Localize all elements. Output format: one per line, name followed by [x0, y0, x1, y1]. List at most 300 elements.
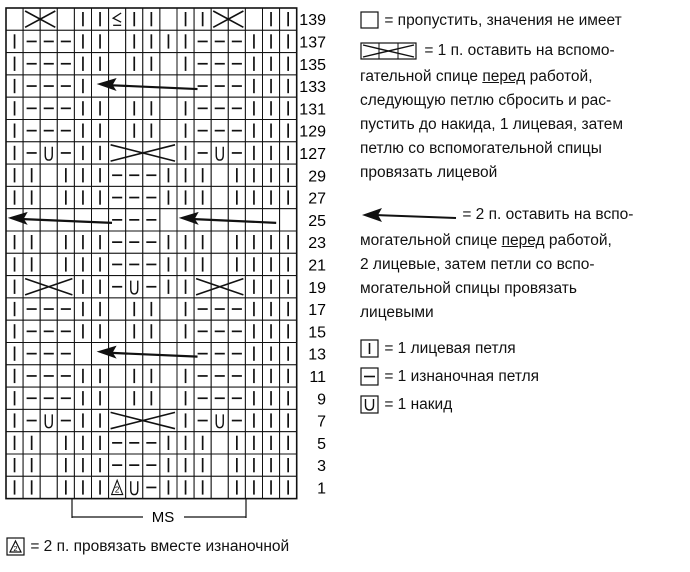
- chart-cell: [6, 298, 23, 320]
- chart-cell: [109, 432, 126, 454]
- row-number: 133: [299, 79, 326, 97]
- chart-cell: [228, 53, 245, 75]
- chart-cell: [92, 142, 109, 164]
- chart-cell: [74, 142, 91, 164]
- chart-cell: [92, 209, 109, 231]
- legend-knit-text: = 1 лицевая петля: [384, 340, 516, 357]
- chart-cell: [194, 164, 211, 186]
- chart-cell: [160, 120, 177, 142]
- chart-cell: [57, 476, 74, 498]
- chart-cell: [40, 186, 57, 208]
- chart-cell: [280, 454, 297, 476]
- row-number: 139: [299, 12, 326, 30]
- chart-cell: [160, 320, 177, 342]
- chart-cell: [109, 231, 126, 253]
- chart-cell: [92, 186, 109, 208]
- chart-cell: [74, 30, 91, 52]
- chart-cell: [40, 298, 57, 320]
- chart-cell: [194, 343, 211, 365]
- chart-cell: [160, 186, 177, 208]
- chart-cell: [280, 53, 297, 75]
- chart-cell: [143, 231, 160, 253]
- chart-cell: [177, 142, 194, 164]
- chart-cell: [211, 409, 228, 431]
- chart-cell: [92, 53, 109, 75]
- chart-cell: [23, 409, 40, 431]
- chart-cell: [263, 30, 280, 52]
- chart-cell: [6, 276, 23, 298]
- chart-cell: [263, 209, 280, 231]
- chart-cell: [228, 298, 245, 320]
- chart-cell: [177, 186, 194, 208]
- chart-cell: [245, 409, 262, 431]
- repeat-bracket: [72, 498, 246, 526]
- chart-cell: [245, 53, 262, 75]
- row-number: 21: [308, 257, 326, 275]
- chart-cell: [245, 298, 262, 320]
- chart-cell: [23, 75, 40, 97]
- chart-cell: [228, 231, 245, 253]
- chart-cell: [92, 409, 109, 431]
- chart-cell: [74, 186, 91, 208]
- chart-cell: [194, 53, 211, 75]
- chart-cell: [194, 320, 211, 342]
- chart-cell: [177, 454, 194, 476]
- chart-cell: [57, 298, 74, 320]
- chart-cell: [177, 164, 194, 186]
- chart-cell: [280, 320, 297, 342]
- chart-cell: [263, 97, 280, 119]
- chart-cell: [74, 365, 91, 387]
- chart-cell: [143, 186, 160, 208]
- legend-cross: [360, 40, 615, 62]
- legend-arrow-underlined: перед: [501, 232, 545, 249]
- chart-cell: [57, 409, 74, 431]
- chart-cell: [211, 120, 228, 142]
- chart-cell: [143, 476, 160, 498]
- chart-cell: [194, 476, 211, 498]
- chart-cell: [109, 186, 126, 208]
- chart-cell: [228, 186, 245, 208]
- chart-cell: [57, 75, 74, 97]
- chart-cell: [177, 476, 194, 498]
- chart-cell: [228, 343, 245, 365]
- chart-cell: [23, 53, 40, 75]
- legend-arrow-line-2: [360, 230, 612, 252]
- chart-cell: [245, 142, 262, 164]
- chart-cell: [280, 164, 297, 186]
- chart-cell: [263, 231, 280, 253]
- chart-cell: [228, 120, 245, 142]
- chart-cell: [228, 387, 245, 409]
- chart-cell: [280, 186, 297, 208]
- chart-cell: [177, 8, 194, 30]
- chart-cell: [211, 343, 228, 365]
- chart-cell: [109, 365, 126, 387]
- chart-cell: [280, 30, 297, 52]
- legend-cross-line-3: [360, 90, 611, 112]
- row-number: 137: [299, 34, 326, 52]
- chart-cell: [177, 387, 194, 409]
- chart-cell: [143, 8, 160, 30]
- chart-cell: [143, 97, 160, 119]
- chart-cell: [280, 343, 297, 365]
- chart-cell: [177, 298, 194, 320]
- chart-cell: [211, 97, 228, 119]
- chart-cell: [211, 186, 228, 208]
- chart-cell: [143, 164, 160, 186]
- chart-cell: [109, 387, 126, 409]
- chart-cell: [280, 8, 297, 30]
- legend-cross-text-f: провязать лицевой: [360, 164, 498, 181]
- chart-cell: [194, 454, 211, 476]
- chart-cell: [177, 53, 194, 75]
- chart-cell: [194, 253, 211, 275]
- chart-cell: [74, 432, 91, 454]
- chart-cell: [228, 97, 245, 119]
- chart-cell: [74, 298, 91, 320]
- chart-cell: [57, 320, 74, 342]
- chart-cell: [177, 343, 194, 365]
- chart-cell: [40, 409, 57, 431]
- chart-cell: [280, 476, 297, 498]
- chart-cell: [143, 30, 160, 52]
- legend-cross-text-a: гательной спице: [360, 68, 483, 85]
- chart-cell: [263, 454, 280, 476]
- legend-arrow-line-3: [360, 254, 595, 276]
- chart-cell: [194, 432, 211, 454]
- chart-cell: [57, 120, 74, 142]
- chart-cell: [245, 276, 262, 298]
- chart-cell: [6, 409, 23, 431]
- chart-cell: [92, 387, 109, 409]
- chart-cell: [74, 276, 91, 298]
- row-number: 29: [308, 168, 326, 186]
- chart-cell: [160, 276, 177, 298]
- legend-decrease-text: = 2 п. провязать вместе изнаночной: [30, 538, 290, 555]
- chart-cell: [160, 298, 177, 320]
- chart-cell: [40, 30, 57, 52]
- chart-cell: [228, 409, 245, 431]
- chart-cell: [92, 253, 109, 275]
- chart-cell: [263, 476, 280, 498]
- chart-cell: [211, 231, 228, 253]
- chart-cell: [263, 75, 280, 97]
- chart-cell: [194, 8, 211, 30]
- chart-cell: [263, 343, 280, 365]
- chart-cell: [40, 320, 57, 342]
- chart-cell: [92, 454, 109, 476]
- chart-cell: [74, 164, 91, 186]
- chart-cell: [263, 120, 280, 142]
- chart-cell: [194, 75, 211, 97]
- chart-cell: [92, 30, 109, 52]
- chart-cell: [263, 276, 280, 298]
- chart-cell: [109, 30, 126, 52]
- chart-cell: [23, 343, 40, 365]
- legend-arrow-line-5: [360, 302, 434, 324]
- chart-cell: [245, 454, 262, 476]
- chart-cell: [126, 120, 143, 142]
- chart-cell: [211, 320, 228, 342]
- chart-cell: [194, 231, 211, 253]
- chart-cell: [211, 53, 228, 75]
- chart-cell: [57, 343, 74, 365]
- chart-cell: [211, 30, 228, 52]
- chart-cell: [126, 53, 143, 75]
- legend-arrow-line-1: = 2 п. оставить на вспо-: [462, 206, 634, 223]
- chart-cell: [143, 432, 160, 454]
- chart-cell: [126, 30, 143, 52]
- chart-cell: [228, 142, 245, 164]
- chart-cell: [40, 53, 57, 75]
- chart-cell: [160, 8, 177, 30]
- chart-cell: [177, 365, 194, 387]
- chart-cell: [23, 454, 40, 476]
- chart-cell: [143, 120, 160, 142]
- legend-cross-text-b: работой,: [525, 68, 593, 85]
- chart-cell: [194, 120, 211, 142]
- chart-cell: [143, 320, 160, 342]
- chart-cell: [263, 53, 280, 75]
- chart-cell: [6, 432, 23, 454]
- chart-cell: [245, 75, 262, 97]
- chart-cell: [228, 432, 245, 454]
- chart-cell: [74, 231, 91, 253]
- chart-cell: [6, 454, 23, 476]
- chart-cell: [40, 253, 57, 275]
- row-number: 11: [309, 368, 326, 386]
- row-number: 7: [317, 413, 326, 431]
- chart-cell: [92, 164, 109, 186]
- chart-cell: [109, 97, 126, 119]
- chart-cell: [40, 365, 57, 387]
- chart-cell: [57, 365, 74, 387]
- chart-cell: [194, 97, 211, 119]
- empty-cell-icon: [360, 11, 380, 30]
- chart-cell: [74, 320, 91, 342]
- chart-cell: [6, 476, 23, 498]
- chart-cell: [6, 253, 23, 275]
- legend-arrow-text-b: работой,: [544, 232, 612, 249]
- chart-cell: [177, 253, 194, 275]
- chart-cell: [263, 409, 280, 431]
- legend-skip: [360, 10, 622, 32]
- chart-cell: [40, 142, 57, 164]
- chart-cell: [23, 432, 40, 454]
- chart-cell: [74, 343, 91, 365]
- chart-cell: [92, 365, 109, 387]
- chart-cell: [57, 186, 74, 208]
- svg-text:2: 2: [114, 485, 120, 495]
- chart-cell: [6, 120, 23, 142]
- chart-cell: [194, 365, 211, 387]
- chart-cell: [177, 432, 194, 454]
- legend-purl-text: = 1 изнаночная петля: [384, 368, 540, 385]
- chart-cell: [228, 365, 245, 387]
- chart-cell: [92, 320, 109, 342]
- chart-cell: [6, 53, 23, 75]
- legend-arrow: [360, 204, 633, 226]
- chart-cell: [92, 120, 109, 142]
- chart-cell: [6, 30, 23, 52]
- legend-cross-text-e: петлю со вспомогательной спицы: [360, 140, 602, 157]
- chart-cell: [280, 209, 297, 231]
- chart-cell: [126, 298, 143, 320]
- chart-cell: [6, 343, 23, 365]
- chart-cell: [57, 164, 74, 186]
- chart-cell: [126, 231, 143, 253]
- chart-cell: [160, 30, 177, 52]
- chart-cell: [211, 298, 228, 320]
- chart-cell: [6, 164, 23, 186]
- legend-arrow-line-4: [360, 278, 577, 300]
- chart-cell: [109, 476, 126, 498]
- chart-cell: [6, 231, 23, 253]
- chart-cell: [23, 97, 40, 119]
- chart-cell: [280, 409, 297, 431]
- chart-cell: [57, 432, 74, 454]
- row-number: 129: [299, 123, 326, 141]
- chart-cell: [57, 387, 74, 409]
- arrow-left-icon: [360, 205, 458, 225]
- chart-cell: [40, 476, 57, 498]
- chart-cell: [160, 75, 177, 97]
- row-number: 15: [308, 324, 326, 342]
- chart-cell: [74, 454, 91, 476]
- chart-cell: [143, 365, 160, 387]
- chart-cell: [23, 365, 40, 387]
- chart-cell: [143, 53, 160, 75]
- chart-cell: [109, 120, 126, 142]
- chart-cell: [6, 8, 23, 30]
- chart-cell: [6, 387, 23, 409]
- chart-cell: [143, 387, 160, 409]
- chart-cell: [40, 231, 57, 253]
- chart-cell: [280, 75, 297, 97]
- chart-cell: [211, 365, 228, 387]
- chart-cell: [109, 454, 126, 476]
- chart-cell: [57, 231, 74, 253]
- chart-cell: [211, 387, 228, 409]
- legend-cross-line-6: [360, 162, 497, 184]
- row-number: 13: [308, 346, 326, 364]
- legend-decrease: [6, 536, 289, 558]
- chart-cell: [23, 298, 40, 320]
- chart-cell: [23, 231, 40, 253]
- chart-cell: [109, 164, 126, 186]
- chart-cell: [280, 253, 297, 275]
- chart-cell: [263, 298, 280, 320]
- chart-cell: [143, 209, 160, 231]
- chart-cell: [6, 320, 23, 342]
- chart-cell: [74, 53, 91, 75]
- chart-cell: [228, 454, 245, 476]
- chart-cell: [143, 253, 160, 275]
- chart-cell: [6, 142, 23, 164]
- legend-cross-line-1: = 1 п. оставить на вспомо-: [424, 42, 615, 59]
- chart-cell: [160, 387, 177, 409]
- chart-cell: [6, 97, 23, 119]
- chart-cell: [177, 30, 194, 52]
- chart-cell: [228, 75, 245, 97]
- chart-cell: [23, 320, 40, 342]
- chart-cell: [194, 186, 211, 208]
- chart-cell: [280, 231, 297, 253]
- purl-two-together-icon: [6, 537, 26, 557]
- chart-cell: [160, 164, 177, 186]
- legend-arrow-text-c: 2 лицевые, затем петли со вспо-: [360, 256, 595, 273]
- chart-cell: [92, 97, 109, 119]
- chart-cell: [194, 409, 211, 431]
- chart-cell: [160, 454, 177, 476]
- chart-cell: [177, 120, 194, 142]
- chart-cell: [6, 186, 23, 208]
- chart-cell: [40, 343, 57, 365]
- chart-cell: [74, 409, 91, 431]
- chart-cell: [245, 30, 262, 52]
- chart-cell: [177, 75, 194, 97]
- chart-cell: [109, 298, 126, 320]
- chart-cell: [6, 75, 23, 97]
- row-number: 27: [308, 190, 326, 208]
- legend-purl: [360, 366, 539, 388]
- chart-cell: [143, 454, 160, 476]
- chart-cell: [263, 320, 280, 342]
- chart-cell: [74, 8, 91, 30]
- chart-cell: [74, 253, 91, 275]
- chart-cell: [40, 75, 57, 97]
- chart-cell: [92, 8, 109, 30]
- chart-cell: [228, 164, 245, 186]
- chart-cell: [57, 142, 74, 164]
- chart-cell: [263, 432, 280, 454]
- chart-cell: [74, 476, 91, 498]
- chart-cell: [126, 97, 143, 119]
- chart-cell: [280, 432, 297, 454]
- chart-cell: [245, 186, 262, 208]
- chart-cell: [194, 387, 211, 409]
- svg-text:2: 2: [13, 543, 18, 553]
- legend-arrow-text-a: могательной спице: [360, 232, 502, 249]
- row-number: 1: [317, 480, 326, 498]
- chart-cell: [211, 253, 228, 275]
- chart-cell: [92, 432, 109, 454]
- chart-cell: [23, 253, 40, 275]
- chart-cell: [23, 30, 40, 52]
- chart-cell: [74, 75, 91, 97]
- chart-cell: [23, 142, 40, 164]
- chart-cell: [245, 8, 262, 30]
- row-number: 25: [308, 212, 326, 230]
- row-number: 17: [308, 302, 326, 320]
- chart-cell: [23, 164, 40, 186]
- row-number: 19: [308, 279, 326, 297]
- row-number: 3: [317, 458, 326, 476]
- chart-cell: [160, 476, 177, 498]
- legend-cross-text-d: пустить до накида, 1 лицевая, затем: [360, 116, 624, 133]
- chart-cell: [40, 454, 57, 476]
- chart-cell: [126, 320, 143, 342]
- chart-cell: [245, 209, 262, 231]
- chart-cell: [263, 253, 280, 275]
- chart-cell: [40, 97, 57, 119]
- chart-cell: [245, 253, 262, 275]
- chart-cell: [57, 97, 74, 119]
- chart-cell: [211, 75, 228, 97]
- chart-cell: [57, 454, 74, 476]
- legend-arrow-text-d: могательной спицы провязать: [360, 280, 577, 297]
